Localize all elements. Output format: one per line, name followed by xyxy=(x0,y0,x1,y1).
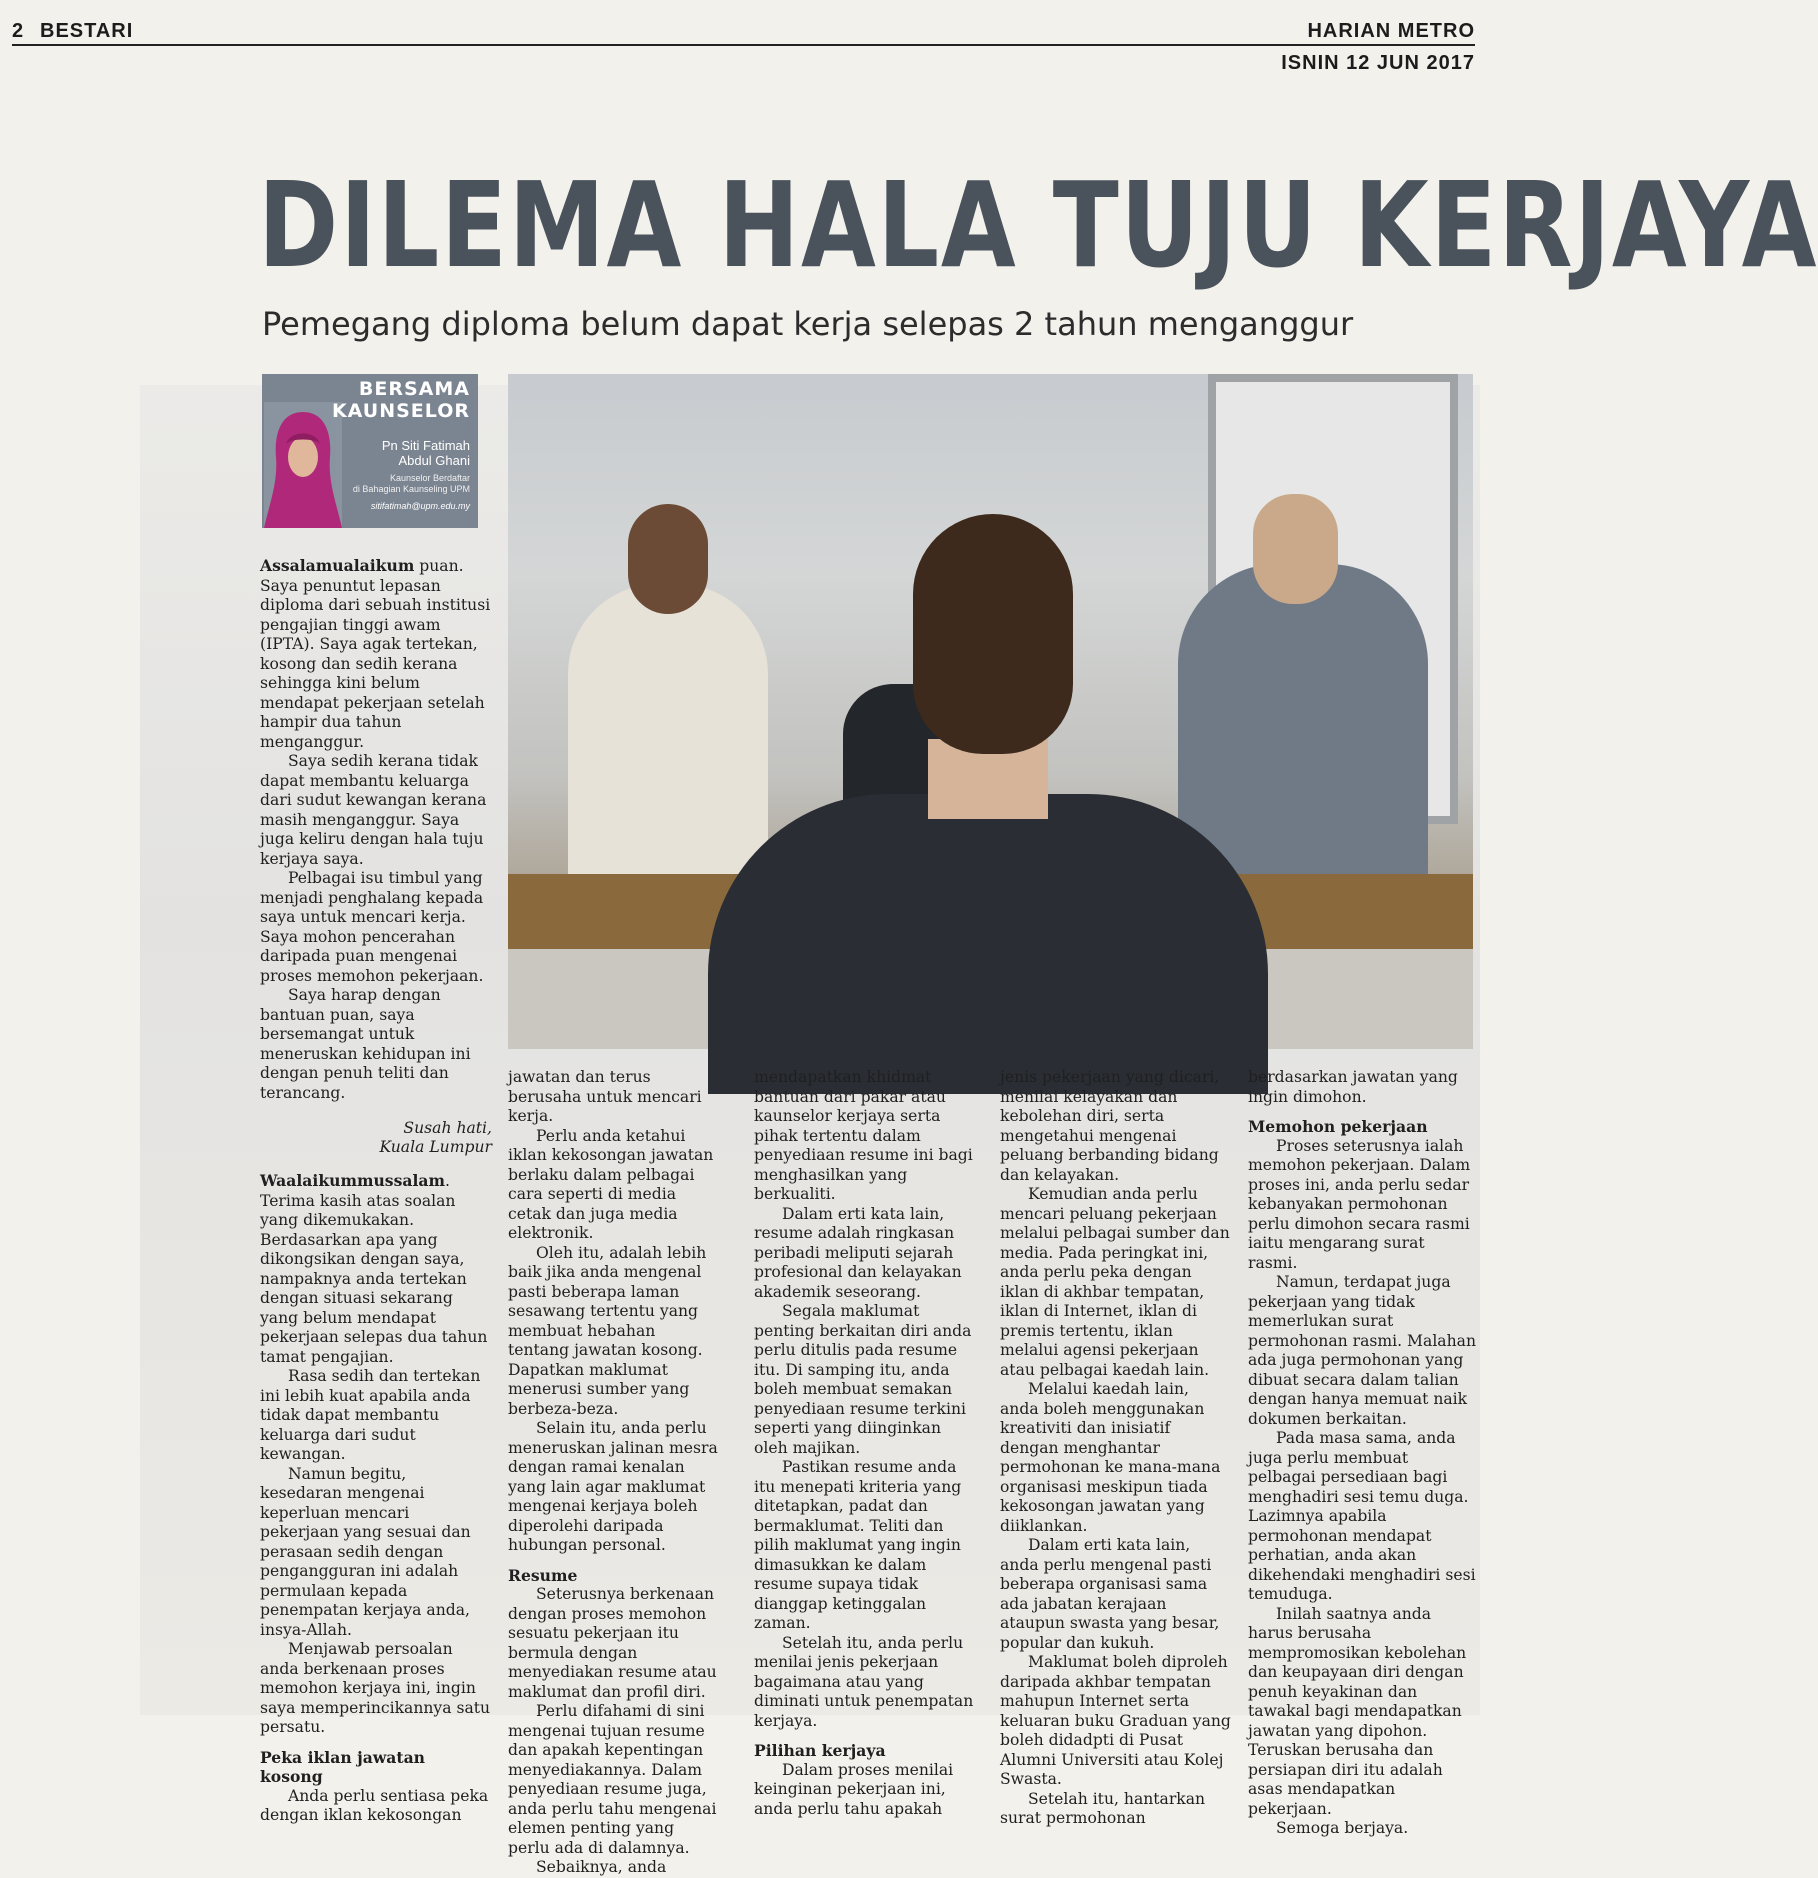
reply-paragraph: Inilah saatnya anda harus berusaha mempromosikan kebolehan dan keupayaan diri dengan penuh keyakinan dan tawakal bagi mendapatkan jawatan yang dipohon. Teruskan berusaha dan persiapan diri itu adalah asas mendapatkan pekerjaan. xyxy=(1248,1604,1467,1818)
issue-date: ISNIN 12 JUN 2017 xyxy=(1281,52,1475,74)
subheading: Memohon pekerjaan xyxy=(1248,1117,1428,1136)
subheading: Resume xyxy=(508,1565,578,1585)
counsellor-email: sitifatimah@upm.edu.my xyxy=(370,501,470,511)
reply-paragraph: Selain itu, anda perlu meneruskan jalinan mesra dengan ramai kenalan yang lain agar maklumat mengenai kerjaya boleh diperolehi daripada hubungan personal. xyxy=(508,1419,718,1554)
reply-paragraph: Setelah itu, anda perlu menilai jenis pekerjaan bagaimana atau yang diminati untuk penempatan kerjaya. xyxy=(754,1633,974,1730)
reply-paragraph: Pastikan resume anda itu menepati kriteria yang ditetapkan, padat dan bermaklumat. Teliti dan pilih maklumat yang ingin dimasukkan ke dalam resume supaya tidak dianggap ketinggalan zaman. xyxy=(754,1458,962,1632)
counsellor-role-line1: Kaunselor Berdaftar xyxy=(389,473,470,483)
letter-signature-line2: Kuala Lumpur xyxy=(379,1138,492,1156)
reply-paragraph: Pada masa sama, anda juga perlu membuat pelbagai persediaan bagi menghadiri sesi temu duga. Lazimnya apabila permohonan mendapat perhatian, anda akan dikehendaki menghadiri sesi temuduga. xyxy=(1248,1429,1476,1603)
reply-paragraph: Maklumat boleh diproleh daripada akhbar tempatan mahupun Internet serta keluaran buku Graduan yang boleh didadpti di Pusat Alumni Universiti atau Kolej Swasta. xyxy=(1000,1653,1231,1788)
reply-paragraph: berdasarkan jawatan yang ingin dimohon. xyxy=(1248,1068,1458,1106)
newspaper-name: HARIAN METRO xyxy=(1307,20,1475,42)
letter-paragraph xyxy=(260,556,492,752)
reply-paragraph: Perlu anda ketahui iklan kekosongan jawatan berlaku dalam pelbagai cara seperti di media cetak dan juga media elektronik. xyxy=(508,1126,714,1242)
article-headline: DILEMA HALA TUJU KERJAYA xyxy=(258,156,1818,294)
photo-interviewer-right xyxy=(1178,564,1428,894)
reply-paragraph: Menjawab persoalan anda berkenaan proses memohon kerjaya ini, ingin saya memperincikannya satu persatu. xyxy=(260,1640,491,1736)
reply-paragraph: Dalam erti kata lain, resume adalah ringkasan peribadi meliputi sejarah profesional dan kelayakan akademik seseorang. xyxy=(754,1204,962,1301)
interview-photo xyxy=(508,374,1473,1046)
reply-greeting: Waalaikummussalam xyxy=(260,1171,445,1190)
letter-signature xyxy=(260,1119,492,1157)
reply-paragraph: Perlu difahami di sini mengenai tujuan resume dan apakah kepentingan menyediakannya. Dalam penyediaan resume juga, anda perlu tahu mengenai elemen penting yang perlu ada di dalamnya. xyxy=(508,1702,717,1857)
reply-paragraph: Kemudian anda perlu mencari peluang pekerjaan melalui pelbagai sumber dan media. Pada peringkat ini, anda perlu peka dengan iklan di akhbar tempatan, iklan di Internet, iklan di premis tertentu, iklan melalui agensi pekerjaan atau pelbagai kaedah lain. xyxy=(1000,1185,1230,1379)
reply-paragraph: Anda perlu sentiasa peka dengan iklan kekosongan xyxy=(260,1786,489,1824)
counsellor-title-line1: BERSAMA xyxy=(358,378,470,400)
counsellor-box xyxy=(262,374,478,528)
reply-paragraph: jawatan dan terus berusaha untuk mencari kerja. xyxy=(508,1068,702,1125)
photo-candidate-body xyxy=(708,794,1268,1094)
letter-column xyxy=(260,556,492,1826)
letter-paragraph-text: puan. Saya penuntut lepasan diploma dari sebuah institusi pengajian tinggi awam (IPTA). Saya agak tertekan, kosong dan sedih kerana sehingga kini belum mendapat pekerjaan setelah hampir dua tahun menganggur. xyxy=(260,557,491,751)
counsellor-role xyxy=(330,473,470,495)
letter-greeting: Assalamualaikum xyxy=(260,556,415,575)
reply-paragraph: Namun begitu, kesedaran mengenai keperluan mencari pekerjaan yang sesuai dan perasaan sedih dengan pengangguran ini adalah permulaan kepada penempatan kerjaya anda, insya-Allah. xyxy=(260,1464,471,1639)
reply-column-2 xyxy=(508,1068,718,1878)
section-name: BESTARI xyxy=(40,20,134,42)
subheading: Pilihan kerjaya xyxy=(754,1741,886,1760)
reply-paragraph: Oleh itu, adalah lebih baik jika anda mengenal pasti beberapa laman sesawang tertentu yang membuat hebahan tentang jawatan kosong. Dapatkan maklumat menerusi sumber yang berbeza-beza. xyxy=(508,1243,707,1418)
reply-paragraph: Dalam proses menilai keinginan pekerjaan ini, anda perlu tahu apakah xyxy=(754,1760,954,1818)
reply-paragraph: Melalui kaedah lain, anda boleh menggunakan kreativiti dan inisiatif dengan menghantar permohonan ke mana-mana organisasi meskipun tiada kekosongan jawatan yang diiklankan. xyxy=(1000,1380,1221,1535)
reply-paragraph: Setelah itu, hantarkan surat permohonan xyxy=(1000,1789,1206,1827)
photo-interviewer-left-head xyxy=(628,504,708,614)
page-number: 2 xyxy=(12,20,25,42)
letter-paragraph: Pelbagai isu timbul yang menjadi penghalang kepada saya untuk mencari kerja. Saya mohon pencerahan daripada puan mengenai proses memohon pekerjaan. xyxy=(260,869,484,985)
photo-interviewer-left xyxy=(568,584,768,884)
reply-paragraph: Rasa sedih dan tertekan ini lebih kuat apabila anda tidak dapat membantu keluarga dari sudut kewangan. xyxy=(260,1367,481,1463)
reply-paragraph: Proses seterusnya ialah memohon pekerjaan. Dalam proses ini, anda perlu sedar kebanyakan permohonan perlu dimohon secara rasmi iaitu mengarang surat rasmi. xyxy=(1248,1136,1471,1272)
reply-column-3 xyxy=(754,1068,974,1819)
spacer xyxy=(260,1157,492,1171)
reply-paragraph: Namun, terdapat juga pekerjaan yang tidak memerlukan surat permohonan rasmi. Malahan ada juga permohonan yang dibuat secara dalam talian dengan hanya memuat naik dokumen berkaitan. xyxy=(1248,1273,1476,1428)
article-subheadline: Pemegang diploma belum dapat kerja selepas 2 tahun menganggur xyxy=(262,305,1354,343)
reply-paragraph: Sebaiknya, anda xyxy=(536,1858,667,1876)
counsellor-portrait xyxy=(264,402,342,528)
reply-paragraph: Segala maklumat penting berkaitan diri anda perlu ditulis pada resume itu. Di samping itu, anda boleh membuat semakan penyediaan resume terkini seperti yang diinginkan oleh majikan. xyxy=(754,1302,972,1457)
reply-paragraph xyxy=(260,1171,492,1367)
reply-column-5 xyxy=(1248,1068,1476,1839)
letter-paragraph: Saya harap dengan bantuan puan, saya bersemangat untuk meneruskan kehidupan ini dengan penuh teliti dan terancang. xyxy=(260,986,471,1102)
reply-paragraph: Dalam erti kata lain, anda perlu mengenal pasti beberapa organisasi sama ada jabatan kerajaan ataupun swasta yang besar, popular dan kukuh. xyxy=(1000,1536,1220,1652)
photo-interviewer-right-head xyxy=(1253,494,1338,604)
counsellor-name-line2: Abdul Ghani xyxy=(398,453,470,468)
counsellor-name xyxy=(340,438,470,468)
reply-paragraph: Semoga berjaya. xyxy=(1276,1819,1409,1837)
photo-candidate-head xyxy=(913,514,1073,754)
counsellor-name-line1: Pn Siti Fatimah xyxy=(381,438,470,453)
subheading: Peka iklan jawatan kosong xyxy=(260,1747,426,1786)
counsellor-title-line2: KAUNSELOR xyxy=(331,400,470,422)
reply-paragraph-text: . Terima kasih atas soalan yang dikemukakan. Berdasarkan apa yang dikongsikan dengan saya, nampaknya anda tertekan dengan situasi sekarang yang belum mendapat pekerjaan selepas dua tahun tamat pengajian. xyxy=(260,1172,488,1366)
header-rule xyxy=(12,44,1475,46)
reply-paragraph: mendapatkan khidmat bantuan dari pakar atau kaunselor kerjaya serta pihak tertentu dalam penyediaan resume ini bagi menghasilkan yang berkualiti. xyxy=(754,1068,973,1203)
reply-paragraph: Seterusnya berkenaan dengan proses memohon sesuatu pekerjaan itu bermula dengan menyediakan resume atau maklumat dan profil diri. xyxy=(508,1585,717,1701)
letter-signature-line1: Susah hati, xyxy=(403,1119,492,1137)
reply-column-4 xyxy=(1000,1068,1232,1829)
reply-paragraph: jenis pekerjaan yang dicari, menilai kelayakan dan kebolehan diri, serta mengetahui mengenai peluang berbanding bidang dan kelayakan. xyxy=(1000,1068,1220,1184)
letter-paragraph: Saya sedih kerana tidak dapat membantu keluarga dari sudut kewangan kerana masih menganggur. Saya juga keliru dengan hala tuju kerjaya saya. xyxy=(260,752,487,868)
counsellor-role-line2: di Bahagian Kaunseling UPM xyxy=(352,484,470,494)
